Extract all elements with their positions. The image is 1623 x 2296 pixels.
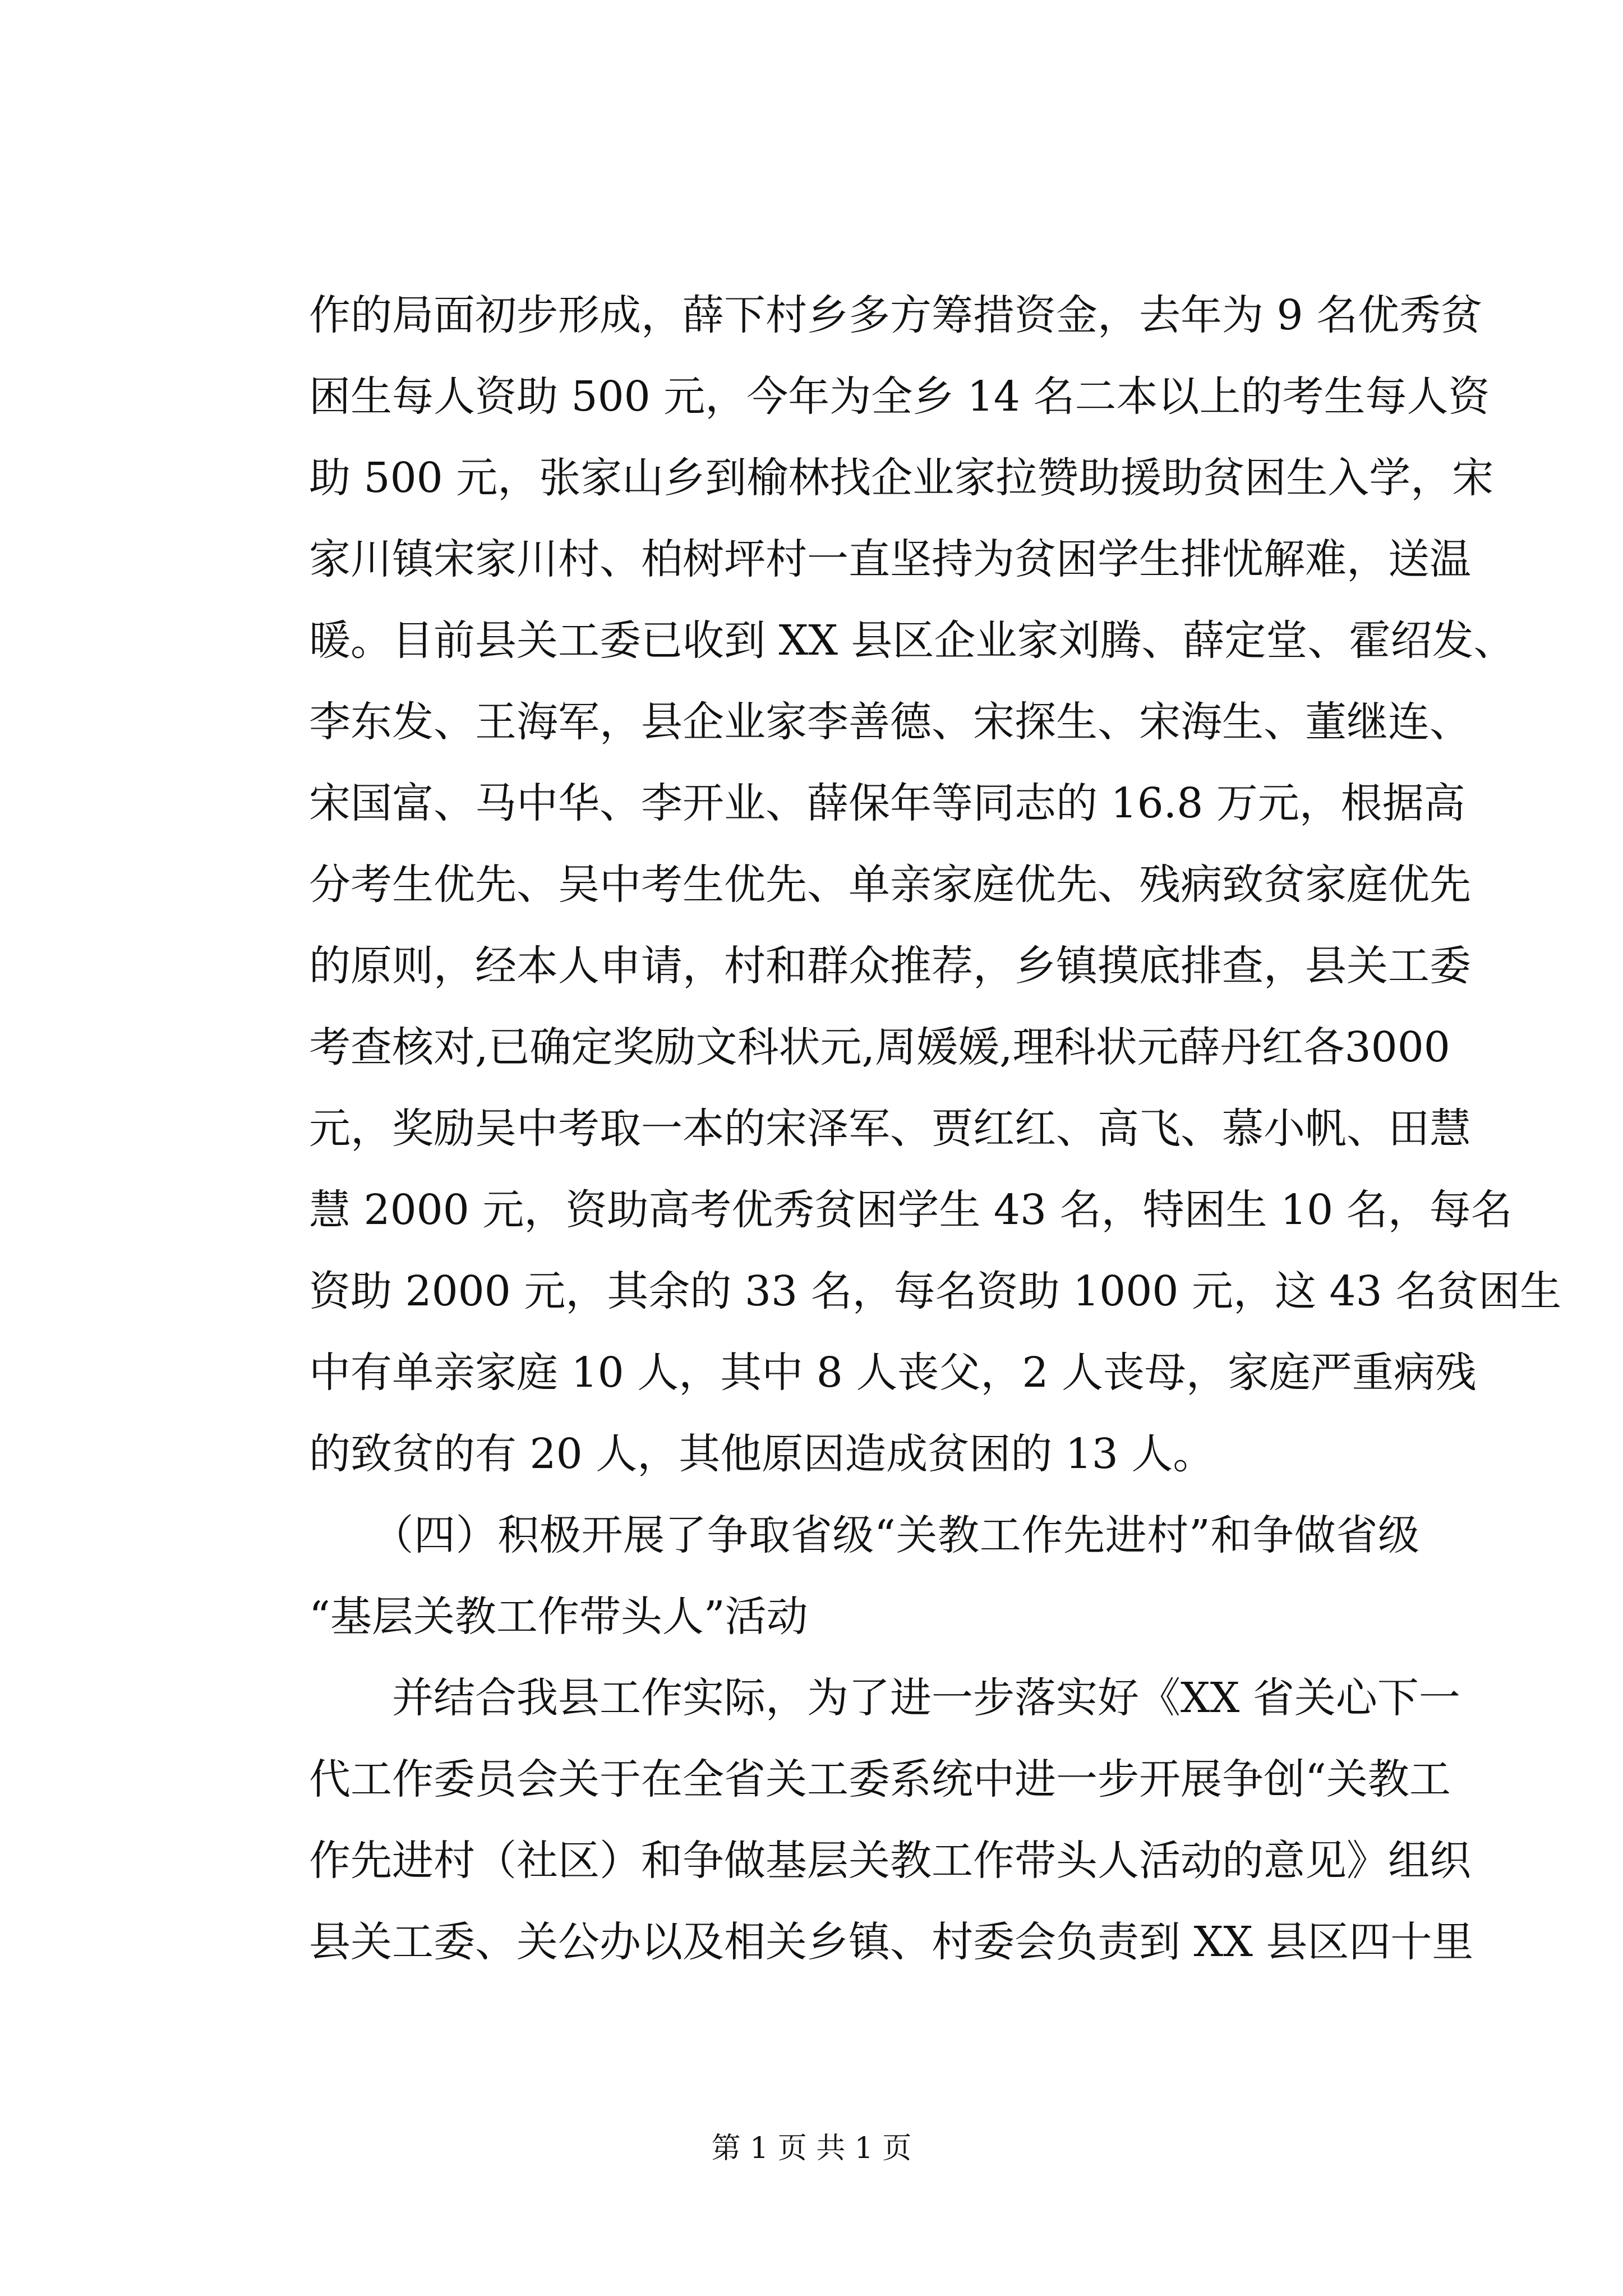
body-text-line: 元，奖励吴中考取一本的宋泽军、贾红红、高飞、慕小帆、田慧 (309, 1105, 1471, 1153)
body-text-line: 家川镇宋家川村、柏树坪村一直坚持为贫困学生排忧解难，送温 (309, 535, 1471, 583)
body-text-line: 李东发、王海军，县企业家李善德、宋探生、宋海生、董继连、 (309, 698, 1471, 746)
body-text-line: 分考生优先、吴中考生优先、单亲家庭优先、残病致贫家庭优先 (309, 861, 1471, 909)
section-heading-line: （四）积极开展了争取省级“关教工作先进村”和争做省级 (309, 1511, 1419, 1559)
body-text-line: 慧 2000 元，资助高考优秀贫困学生 43 名，特困生 10 名，每名 (309, 1186, 1513, 1234)
body-text-line: 县关工委、关公办以及相关乡镇、村委会负责到 XX 县区四十里 (309, 1918, 1474, 1966)
page-footer: 第 1 页 共 1 页 (711, 2132, 912, 2165)
body-text-line: 作先进村（社区）和争做基层关教工作带头人活动的意见》组织 (309, 1837, 1471, 1885)
body-text-line: 宋国富、马中华、李开业、薛保年等同志的 16.8 万元，根据高 (309, 779, 1465, 827)
body-text-line: 暖。目前县关工委已收到 XX 县区企业家刘腾、薛定堂、霍绍发、 (309, 616, 1515, 665)
section-heading-line: “基层关教工作带头人”活动 (309, 1593, 808, 1641)
body-text-line: 作的局面初步形成，薛下村乡多方筹措资金，去年为 9 名优秀贫 (309, 291, 1483, 339)
body-text-line: 的原则，经本人申请，村和群众推荐，乡镇摸底排查，县关工委 (309, 942, 1471, 990)
body-text-line: 的致贫的有 20 人，其他原因造成贫困的 13 人。 (309, 1430, 1215, 1478)
body-text-line: 困生每人资助 500 元，今年为全乡 14 名二本以上的考生每人资 (309, 372, 1490, 421)
body-text-line: 中有单亲家庭 10 人，其中 8 人丧父，2 人丧母，家庭严重病残 (309, 1349, 1477, 1397)
body-text-line: 助 500 元，张家山乡到榆林找企业家拉赞助援助贫困生入学，宋 (309, 454, 1494, 502)
body-text-line: 并结合我县工作实际，为了进一步落实好《XX 省关心下一 (309, 1674, 1460, 1722)
body-text-line: 资助 2000 元，其余的 33 名，每名资助 1000 元，这 43 名贫困生 (309, 1267, 1562, 1315)
body-text-line: 代工作委员会关于在全省关工委系统中进一步开展争创“关教工 (309, 1755, 1451, 1803)
body-text-line: 考查核对,已确定奖励文科状元,周媛媛,理科状元薛丹红各3000 (309, 1023, 1450, 1071)
